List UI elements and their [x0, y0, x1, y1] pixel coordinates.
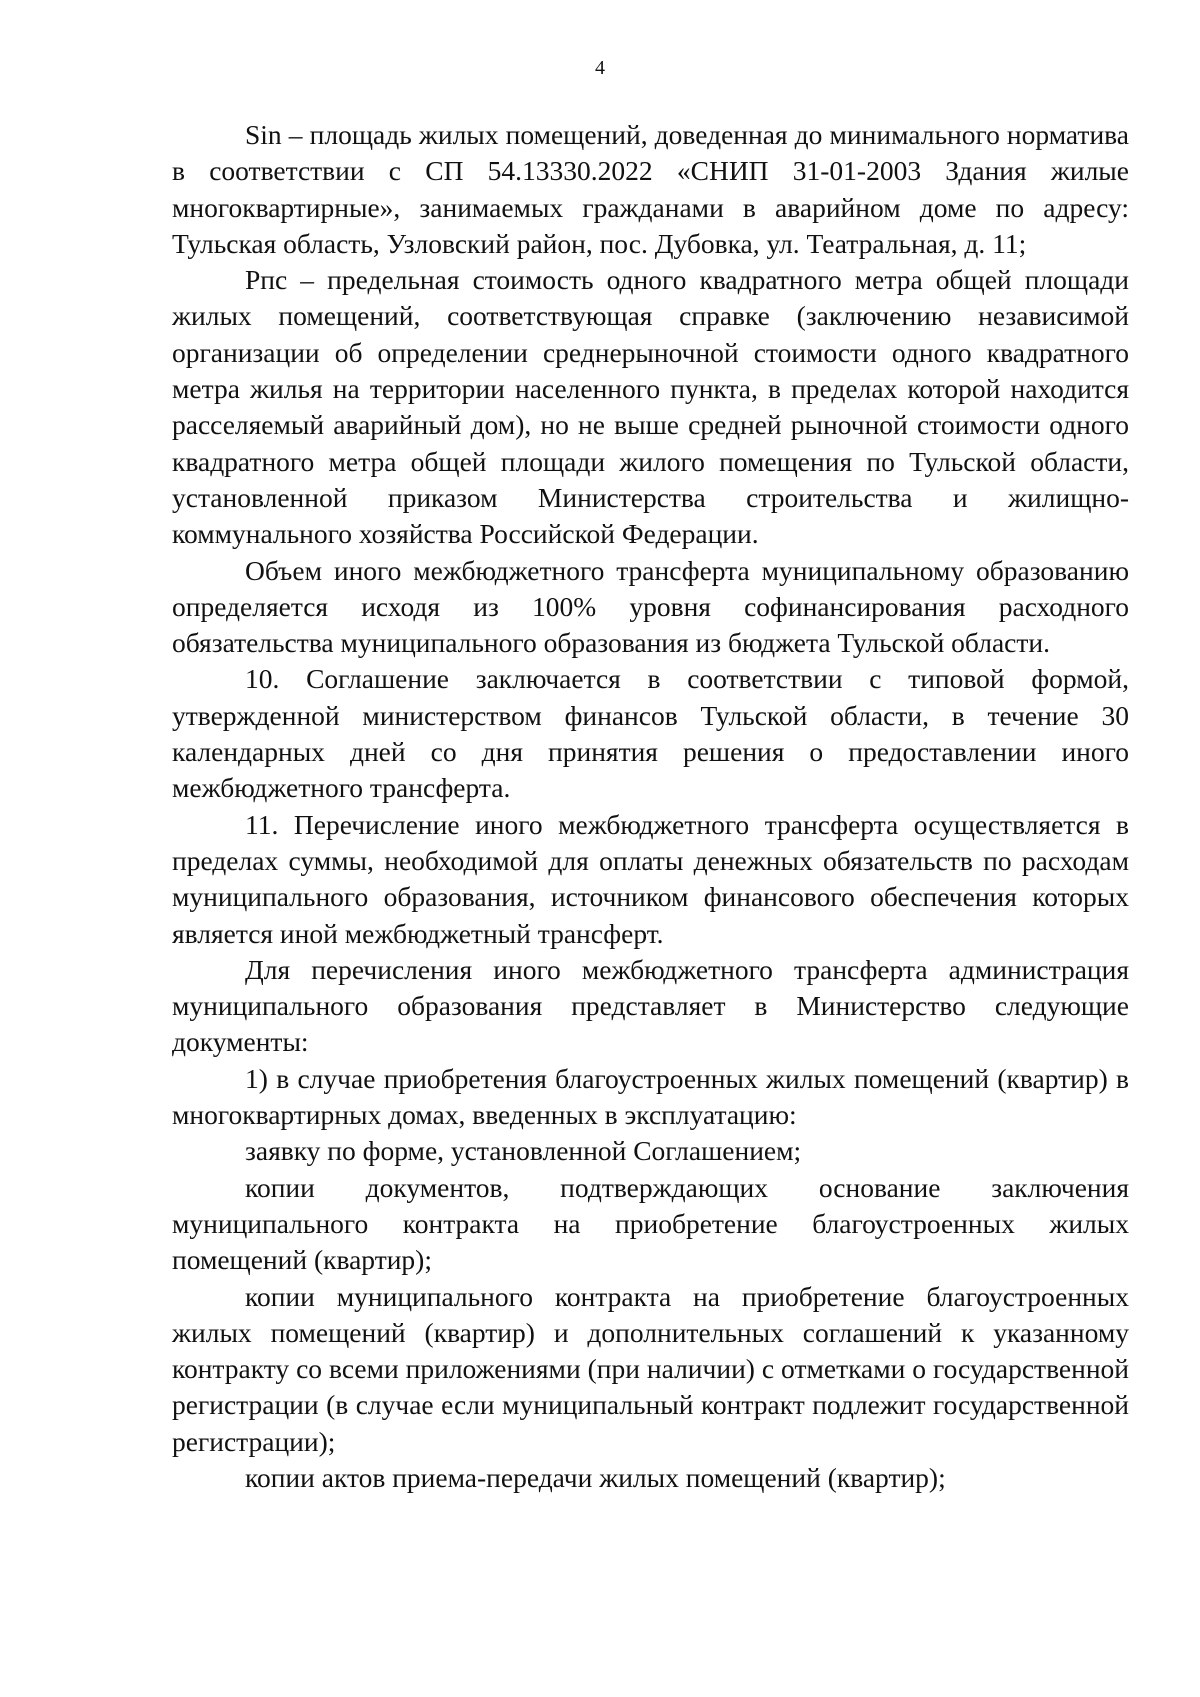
paragraph-subitem-1: 1) в случае приобретения благоустроенных жилых помещений (квартир) в многоквартирных домах, введенных в эксплуатацию: — [172, 1062, 1129, 1131]
page-number: 4 — [595, 57, 605, 79]
paragraph-transfer-volume: Объем иного межбюджетного трансферта муниципальному образованию определяется исходя из 100% уровня софинансирования расходного обязательства муниципального образования из бюджета Тульской области. — [172, 554, 1129, 659]
paragraph-contract-basis-copies: копии документов, подтверждающих основание заключения муниципального контракта на приобретение благоустроенных жилых помещений (квартир); — [172, 1171, 1129, 1276]
document-body — [172, 117, 1129, 1496]
paragraph-item-11: 11. Перечисление иного межбюджетного трансферта осуществляется в пределах суммы, необходимой для оплаты денежных обязательств по расходам муниципального образования, источником финансового обеспечения которых является иной межбюджетный трансферт. — [172, 808, 1129, 949]
paragraph-sin-definition: Sin – площадь жилых помещений, доведенная до минимального норматива в соответствии с СП 54.13330.2022 «СНИП 31-01-2003 Здания жилые многоквартирные», занимаемых гражданами в аварийном доме по адресу: Тульская область, Узловский район, пос. Дубовка, ул. Театральная, д. 11; — [172, 119, 1129, 259]
paragraph-application: заявку по форме, установленной Соглашением; — [245, 1135, 802, 1167]
paragraph-transfer-acts: копии актов приема-передачи жилых помещений (квартир); — [245, 1461, 946, 1493]
paragraph-contract-copies: копии муниципального контракта на приобретение благоустроенных жилых помещений (квартир) и дополнительных соглашений к указанному контракту со всеми приложениями (при наличии) с отметками о государственной регистрации (в случае если муниципальный контракт подлежит государственной регистрации); — [172, 1280, 1129, 1457]
paragraph-item-10: 10. Соглашение заключается в соответствии с типовой формой, утвержденной министерством финансов Тульской области, в течение 30 календарных дней со дня принятия решения о предоставлении иного межбюджетного трансферта. — [172, 663, 1129, 804]
paragraph-rps-definition: Рпс – предельная стоимость одного квадратного метра общей площади жилых помещений, соответствующая справке (заключению независимой организации об определении среднерыночной стоимости одного квадратного метра жилья на территории населенного пункта, в пределах которой находится расселяемый аварийный дом), но не выше средней рыночной стоимости одного квадратного метра общей площади жилого помещения по Тульской области, установленной приказом Министерства строительства и жилищно-коммунального хозяйства Российской Федерации. — [172, 264, 1129, 550]
paragraph-documents-intro: Для перечисления иного межбюджетного трансферта администрация муниципального образования представляет в Министерство следующие документы: — [172, 953, 1129, 1058]
